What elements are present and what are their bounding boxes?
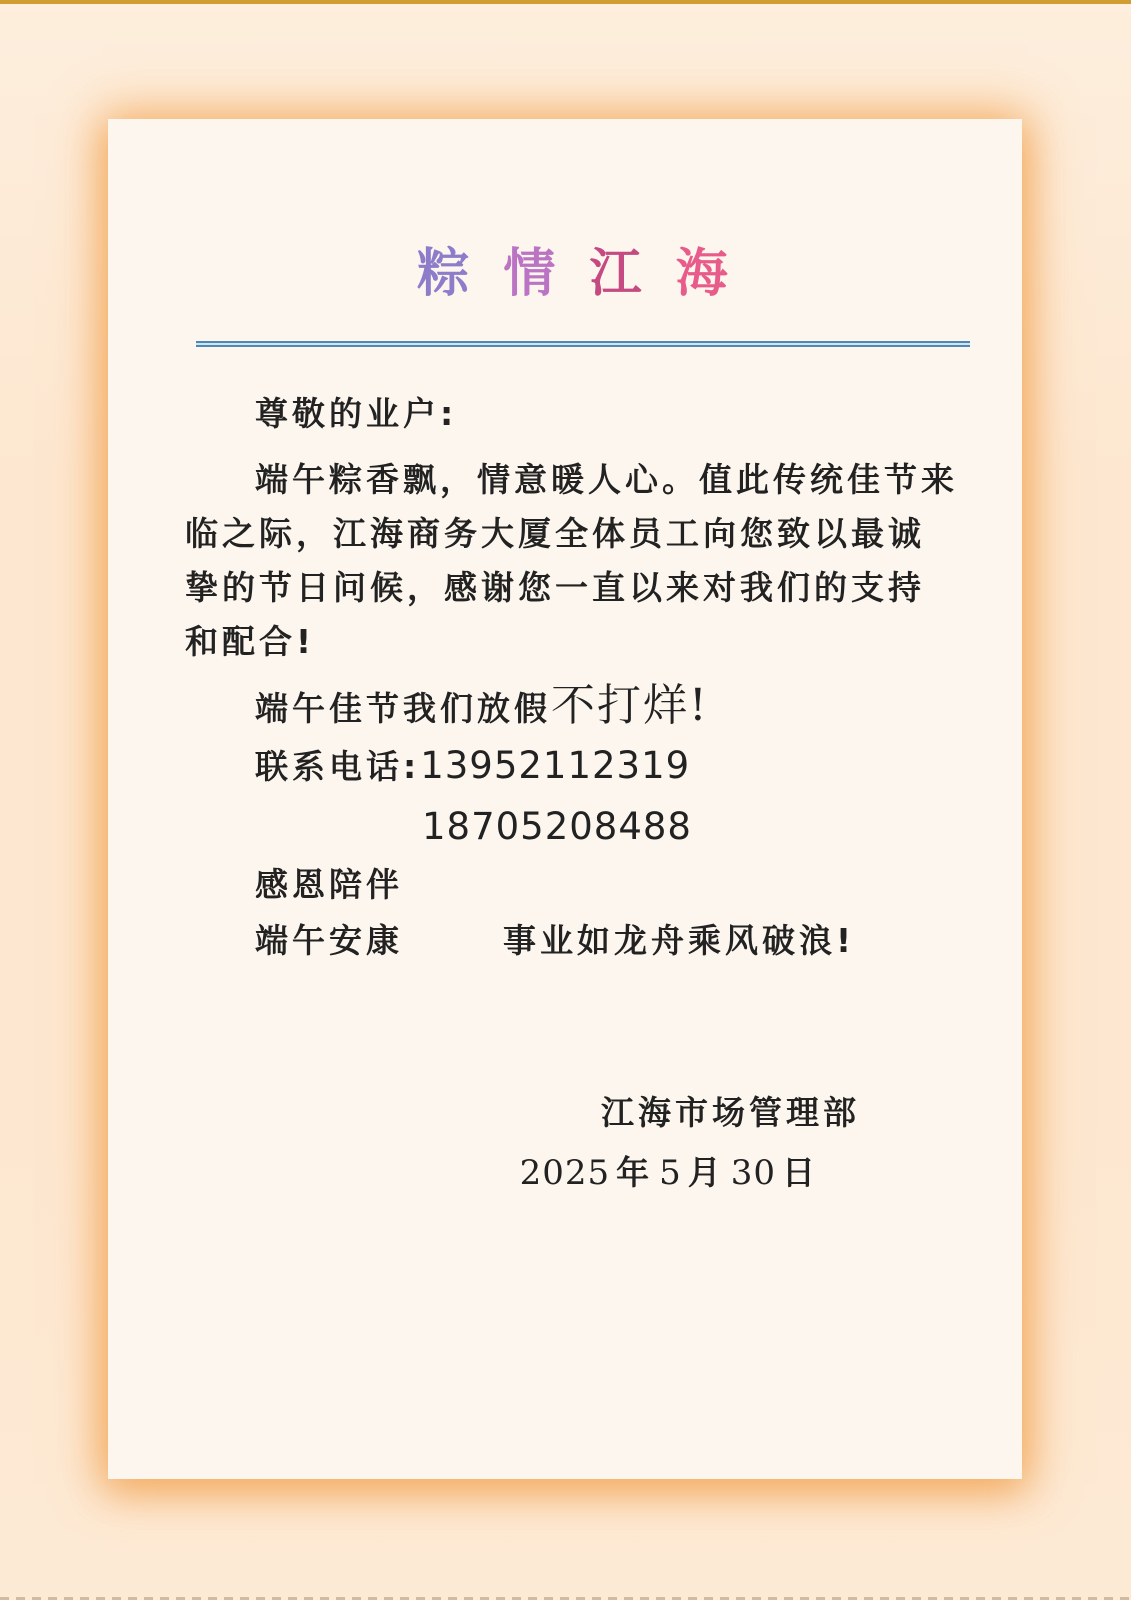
title-char-4: 海: [675, 243, 728, 304]
contact-label: 联系电话:: [255, 746, 421, 786]
wish-right: 事业如龙舟乘风破浪!: [503, 920, 856, 960]
wish-line: [185, 914, 960, 968]
date-day: 30: [730, 1152, 776, 1193]
title-divider: [196, 341, 970, 347]
gratitude-line: 感恩陪伴: [255, 864, 403, 904]
date-month-unit: 月: [687, 1152, 725, 1192]
wish-left: 端午安康: [255, 920, 403, 960]
title-char-2: 情: [503, 243, 556, 304]
date-line: [185, 1146, 960, 1200]
page-title: [185, 242, 960, 306]
holiday-announcement: [185, 677, 960, 738]
date-month: 5: [659, 1152, 682, 1193]
holiday-announcement-emphasis: 不打烊!: [551, 679, 709, 731]
paragraph-line: 端午粽香飘，情意暖人心。值此传统佳节来: [255, 459, 958, 499]
date-year-unit: 年: [616, 1152, 654, 1192]
phone-line-2: [185, 800, 960, 855]
title-char-3: 江: [589, 243, 642, 304]
top-gold-rule: [0, 0, 1131, 4]
phone-number-1: 13952112319: [420, 743, 691, 787]
paragraph-line: 和配合!: [185, 621, 316, 661]
greeting-paragraph: [185, 453, 960, 669]
notice-content: [108, 119, 1022, 1479]
contact-line: [185, 739, 960, 794]
date-day-unit: 日: [782, 1152, 819, 1192]
paragraph-line: 挚的节日问候，感谢您一直以来对我们的支持: [185, 567, 925, 607]
holiday-announcement-prefix: 端午佳节我们放假: [255, 688, 551, 728]
title-char-1: 粽: [417, 243, 470, 304]
phone-number-2: 18705208488: [422, 804, 692, 848]
paragraph-line: 临之际，江海商务大厦全体员工向您致以最诚: [185, 513, 925, 553]
notice-paper: [108, 119, 1022, 1479]
date-year: 2025: [519, 1152, 611, 1193]
salutation: 尊敬的业户:: [255, 393, 458, 433]
signature: 江海市场管理部: [601, 1092, 860, 1132]
